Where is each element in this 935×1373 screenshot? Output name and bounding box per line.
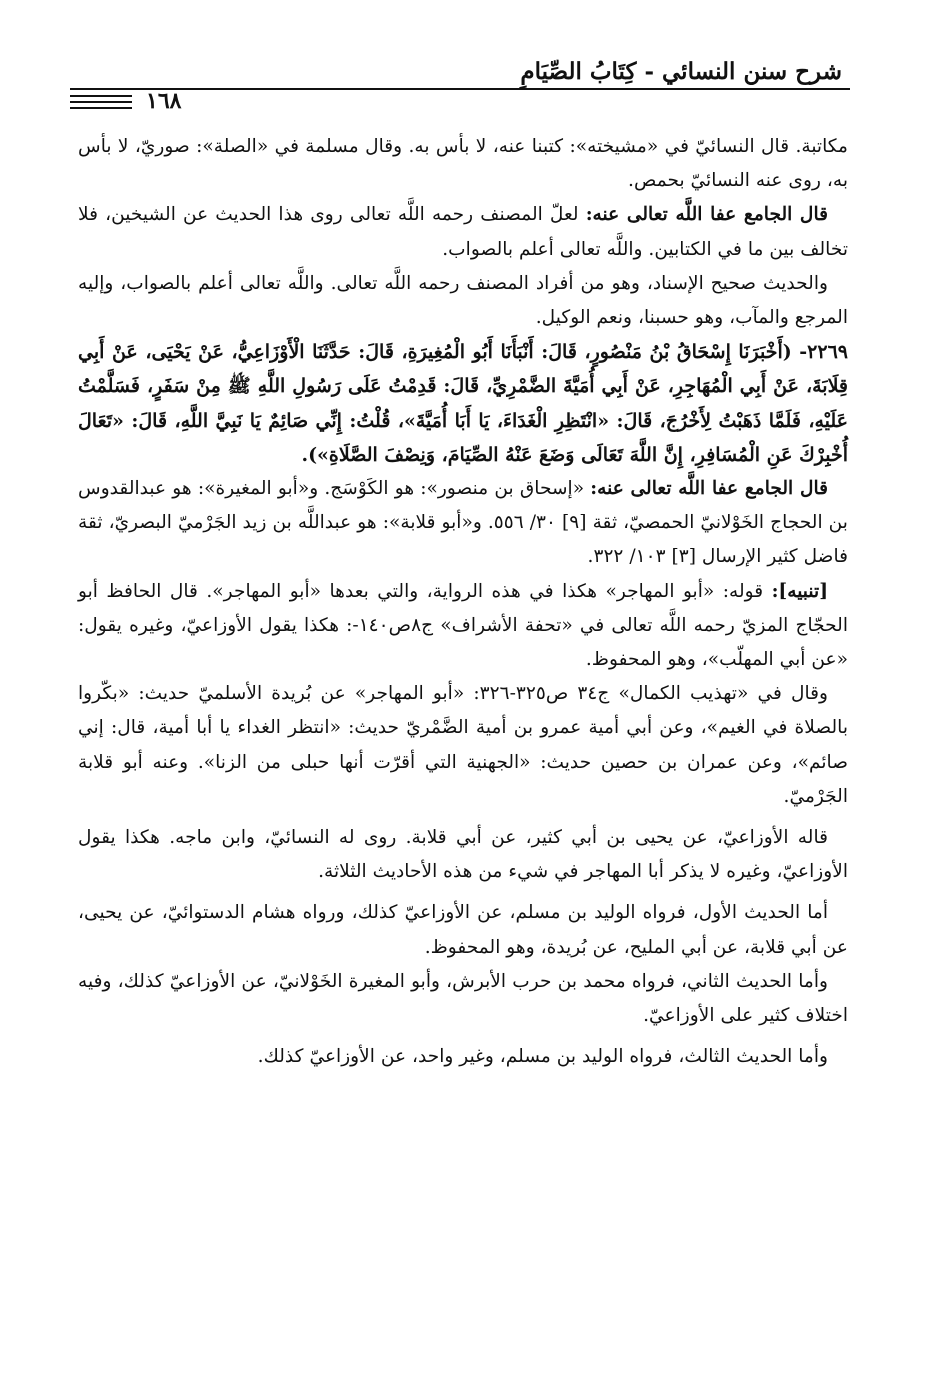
paragraph-7: وقال في «تهذيب الكمال» ج٣٤ ص٣٢٥-٣٢٦: «أبو المهاجر» عن بُريدة الأسلميّ حديث: «بكّروا بالصلاة في الغيم»، وعن أبي أمية عمرو بن أمية الضَّمْريّ حديث: «انتظر الغداء يا أبا أمية، قال: إني صائم»، وعن عمران بن حصين حديث: «الجهنية التي أقرّت أنها حبلى من الزنا». وعنه أبو قلابة الجَرْميّ. bbox=[78, 683, 848, 807]
page-title: شرح سنن النسائي - كِتَابُ الصِّيَامِ bbox=[520, 58, 842, 85]
paragraph-8: قاله الأوزاعيّ، عن يحيى بن أبي كثير، عن أبي قلابة. روى له النسائيّ، وابن ماجه. هكذا يقول الأوزاعيّ، وغيره لا يذكر أبا المهاجر في شيء من هذه الأحاديث الثلاثة. bbox=[78, 827, 848, 883]
hadith-text: ٢٢٦٩- (أَخْبَرَنَا إِسْحَاقُ بْنُ مَنْصُورٍ، قَالَ: أَنْبَأَنَا أَبُو الْمُغِيرَةِ، قَالَ: حَدَّثَنَا الْأَوْزَاعِيُّ، عَنْ يَحْيَى، عَنْ أَبِي قِلَابَةَ، عَنْ أَبِي الْمُهَاجِرِ، عَنْ أَبِي أُمَيَّةَ الضَّمْرِيِّ، قَالَ: قَدِمْتُ عَلَى رَسُولِ اللَّهِ ﷺ مِنْ سَفَرٍ، فَسَلَّمْتُ عَلَيْهِ، فَلَمَّا ذَهَبْتُ لِأَخْرُجَ، قَالَ: «انْتَظِرِ الْغَدَاءَ، يَا أَبَا أُمَيَّةَ»، قُلْتُ: إِنِّي صَائِمٌ يَا نَبِيَّ اللَّهِ، قَالَ: «تَعَالَ أُخْبِرْكَ عَنِ الْمُسَافِرِ، إِنَّ اللَّهَ تَعَالَى وَضَعَ عَنْهُ الصِّيَامَ، وَنِصْفَ الصَّلَاةِ»). bbox=[78, 341, 848, 466]
page-number: ١٦٨ bbox=[146, 88, 182, 114]
paragraph-10: وأما الحديث الثاني، فرواه محمد بن حرب الأبرش، وأبو المغيرة الخَوْلانيّ، عن الأوزاعيّ كذلك، وفيه اختلاف كثير على الأوزاعيّ. bbox=[78, 970, 848, 1027]
page-header bbox=[70, 48, 850, 118]
header-double-rule bbox=[70, 95, 132, 113]
paragraph-6: [تنبيه]: قوله: «أبو المهاجر» هكذا في هذه الرواية، والتي بعدها «أبو المهاجر». قال الحافظ أبو الحجّاج المزيّ رحمه اللَّه تعالى في «تحفة الأشراف» ج٨ص١٤٠-: هكذا يقول الأوزاعيّ، وغيره يقول: «عن أبي المهلّب»، وهو المحفوظ. bbox=[78, 580, 848, 671]
paragraph-9: أما الحديث الأول، فرواه الوليد بن مسلم، عن الأوزاعيّ كذلك، ورواه هشام الدستوائيّ، عن يحيى، عن أبي قلابة، عن أبي المليح، عن بُريدة، وهو المحفوظ. bbox=[78, 902, 848, 958]
page-body bbox=[78, 130, 848, 1074]
paragraph-1: مكاتبة. قال النسائيّ في «مشيخته»: كتبنا عنه، لا بأس به. وقال مسلمة في «الصلة»: صوريّ، لا بأس به، روى عنه النسائيّ بحمص. bbox=[78, 136, 848, 192]
paragraph-2: قال الجامع عفا اللَّه تعالى عنه: لعلّ المصنف رحمه اللَّه تعالى روى هذا الحديث عن الشيخين، فلا تخالف بين ما في الكتابين. واللَّه تعالى أعلم بالصواب. bbox=[78, 204, 848, 260]
header-rule bbox=[70, 88, 850, 90]
paragraph-11: وأما الحديث الثالث، فرواه الوليد بن مسلم، وغير واحد، عن الأوزاعيّ كذلك. bbox=[257, 1046, 828, 1068]
paragraph-5: قال الجامع عفا اللَّه تعالى عنه: «إسحاق بن منصور»: هو الكَوْسَج. و«أبو المغيرة»: هو عبدالقدوس بن الحجاج الخَوْلانيّ الحمصيّ، ثقة [٩] ٣٠/ ٥٥٦. و«أبو قلابة»: هو عبداللَّه بن زيد الجَرْميّ البصريّ، ثقة فاضل كثير الإرسال [٣] ١٠٣/ ٣٢٢. bbox=[78, 478, 848, 568]
paragraph-3: والحديث صحيح الإسناد، وهو من أفراد المصنف رحمه اللَّه تعالى. واللَّه تعالى أعلم بالصواب، وإليه المرجع والمآب، وهو حسبنا، ونعم الوكيل. bbox=[78, 272, 848, 329]
